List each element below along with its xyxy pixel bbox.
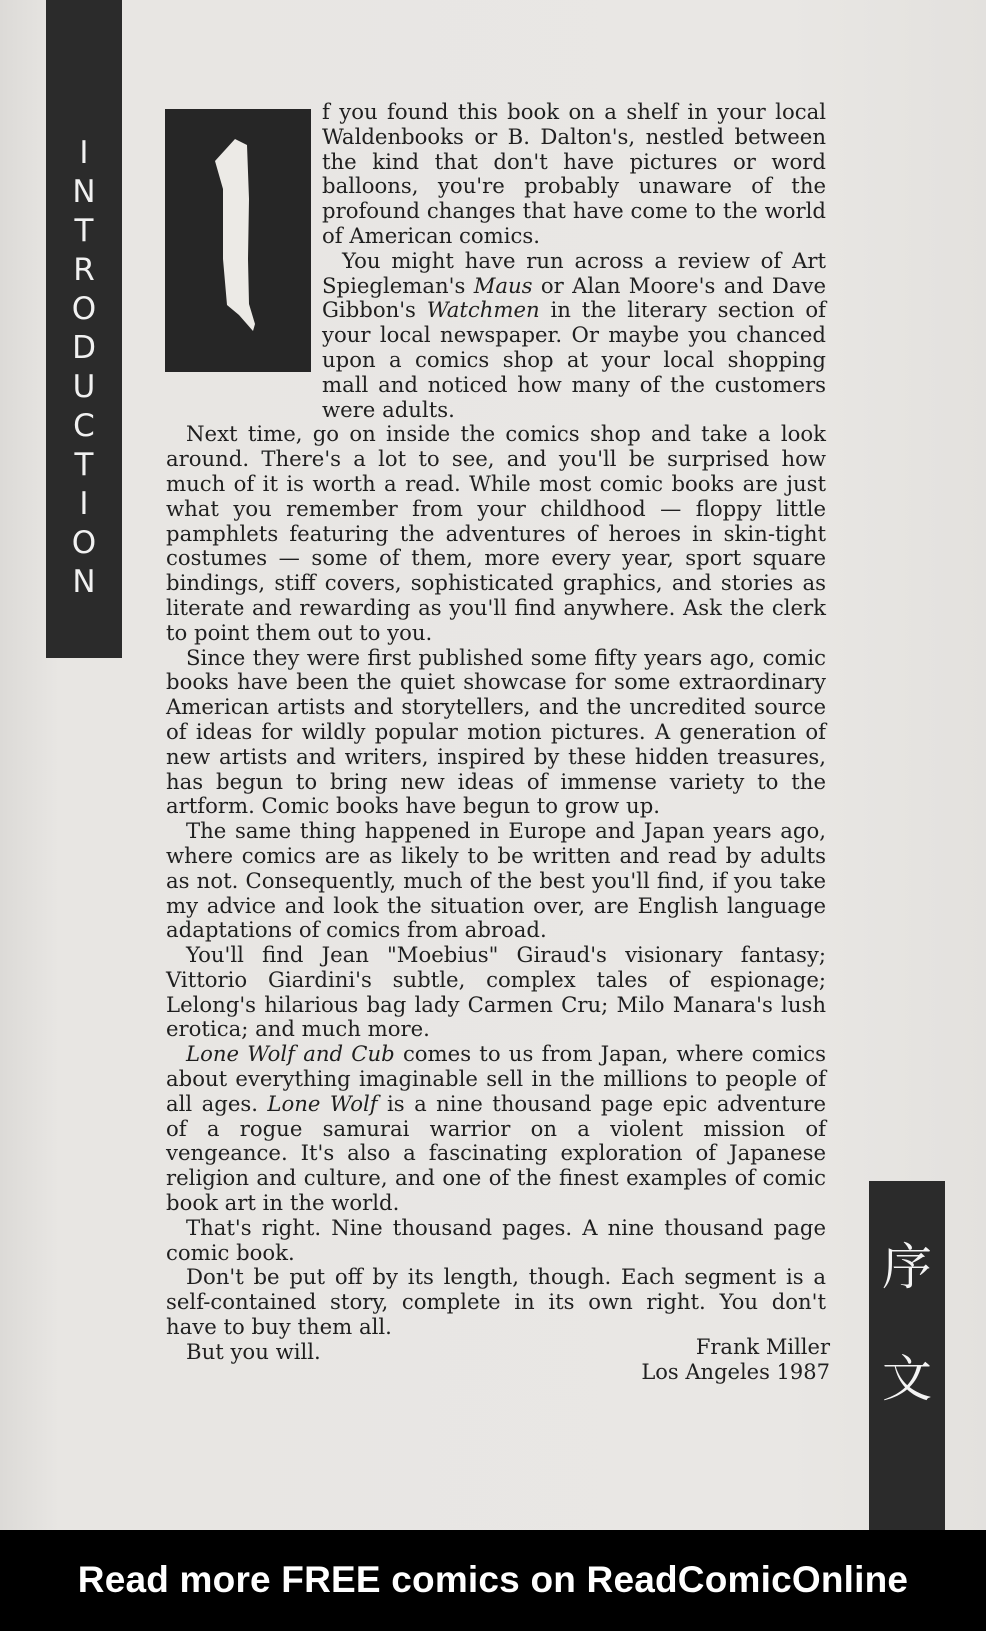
promo-banner-text[interactable]: Read more FREE comics on ReadComicOnline [77, 1558, 909, 1600]
paragraph-1: f you found this book on a shelf in your local Waldenbooks or B. Dalton's, nestled between the kind that don't have pictures or word balloons, you're probably unaware of the profound changes that have come to the world of American comics. [322, 99, 826, 248]
paragraph-5: The same thing happened in Europe and Japan years ago, where comics are as likely to be written and read by adults as not. Consequently, much of the best you'll find, if you take my advice and look the situation over, are English language adaptations of comics from abroad. [166, 818, 826, 943]
paragraph-2: You might have run across a review of Art Spiegleman's Maus or Alan Moore's and Dave Gibbon's Watchmen in the literary section of your local newspaper. Or maybe you chanced upon a comics shop at your local shopping mall and noticed how many of the customers were adults. [322, 247, 827, 422]
promo-banner[interactable] [0, 1530, 986, 1631]
place-date: Los Angeles 1987 [641, 1360, 830, 1384]
heading-letter: O [71, 291, 97, 327]
paragraph-7: Lone Wolf and Cub comes to us from Japan, where comics about everything imaginable sell in the millions to people of all ages. Lone Wolf is a nine thousand page epic adventure of a rogue samurai warrior on a violent mission of vengeance. It's also a fascinating exploration of Japanese religion and culture, and one of the finest examples of comic book art in the world. [166, 1041, 827, 1216]
signature [641, 1335, 830, 1385]
heading-letter: D [72, 330, 96, 366]
heading-letter: I [79, 486, 89, 522]
heading-letter: C [73, 408, 95, 444]
heading-letter: T [74, 447, 94, 483]
heading-letter: O [71, 525, 97, 561]
paragraph-8: That's right. Nine thousand pages. A nine thousand page comic book. [166, 1214, 826, 1265]
paragraph-6: You'll find Jean "Moebius" Giraud's visionary fantasy; Vittorio Giardini's subtle, complex tales of espionage; Lelong's hilarious bag lady Carmen Cru; Milo Manara's lush erotica; and much more. [166, 942, 826, 1042]
kanji-char: 文 [882, 1350, 932, 1408]
heading-letter: R [73, 252, 95, 288]
heading-letter: N [72, 174, 96, 210]
kanji-char: 序 [882, 1238, 932, 1296]
paragraph-9: Don't be put off by its length, though. Each segment is a self-contained story, complete in its own right. You don't have to buy them all. [166, 1264, 826, 1340]
paragraph-4: Since they were first published some fifty years ago, comic books have been the quiet showcase for some extraordinary American artists and storytellers, and the uncredited source of ideas for wildly popular motion pictures. A generation of new artists and writers, inspired by these hidden treasures, has begun to bring new ideas of immense variety to the artform. Comic books have begun to grow up. [166, 644, 826, 819]
heading-letter: U [72, 369, 96, 405]
paragraph-10: But you will. [186, 1338, 321, 1364]
heading-letter: T [74, 213, 94, 249]
heading-letter: I [79, 135, 89, 171]
introduction-side-heading [46, 0, 122, 658]
heading-letter: N [72, 564, 96, 600]
paragraph-3: Next time, go on inside the comics shop and take a look around. There's a lot to see, and you'll be surprised how much of it is worth a read. While most comic books are just what you remember from your childhood — floppy little pamphlets featuring the adventures of heroes in skin-tight costumes — some of them, more every year, sport square bindings, stiff covers, sophisticated graphics, and stories as literate and rewarding as you'll find anywhere. Ask the clerk to point them out to you. [166, 421, 826, 645]
kanji-side-heading [869, 1181, 945, 1530]
introduction-body [166, 100, 826, 1365]
author-name: Frank Miller [695, 1335, 830, 1359]
